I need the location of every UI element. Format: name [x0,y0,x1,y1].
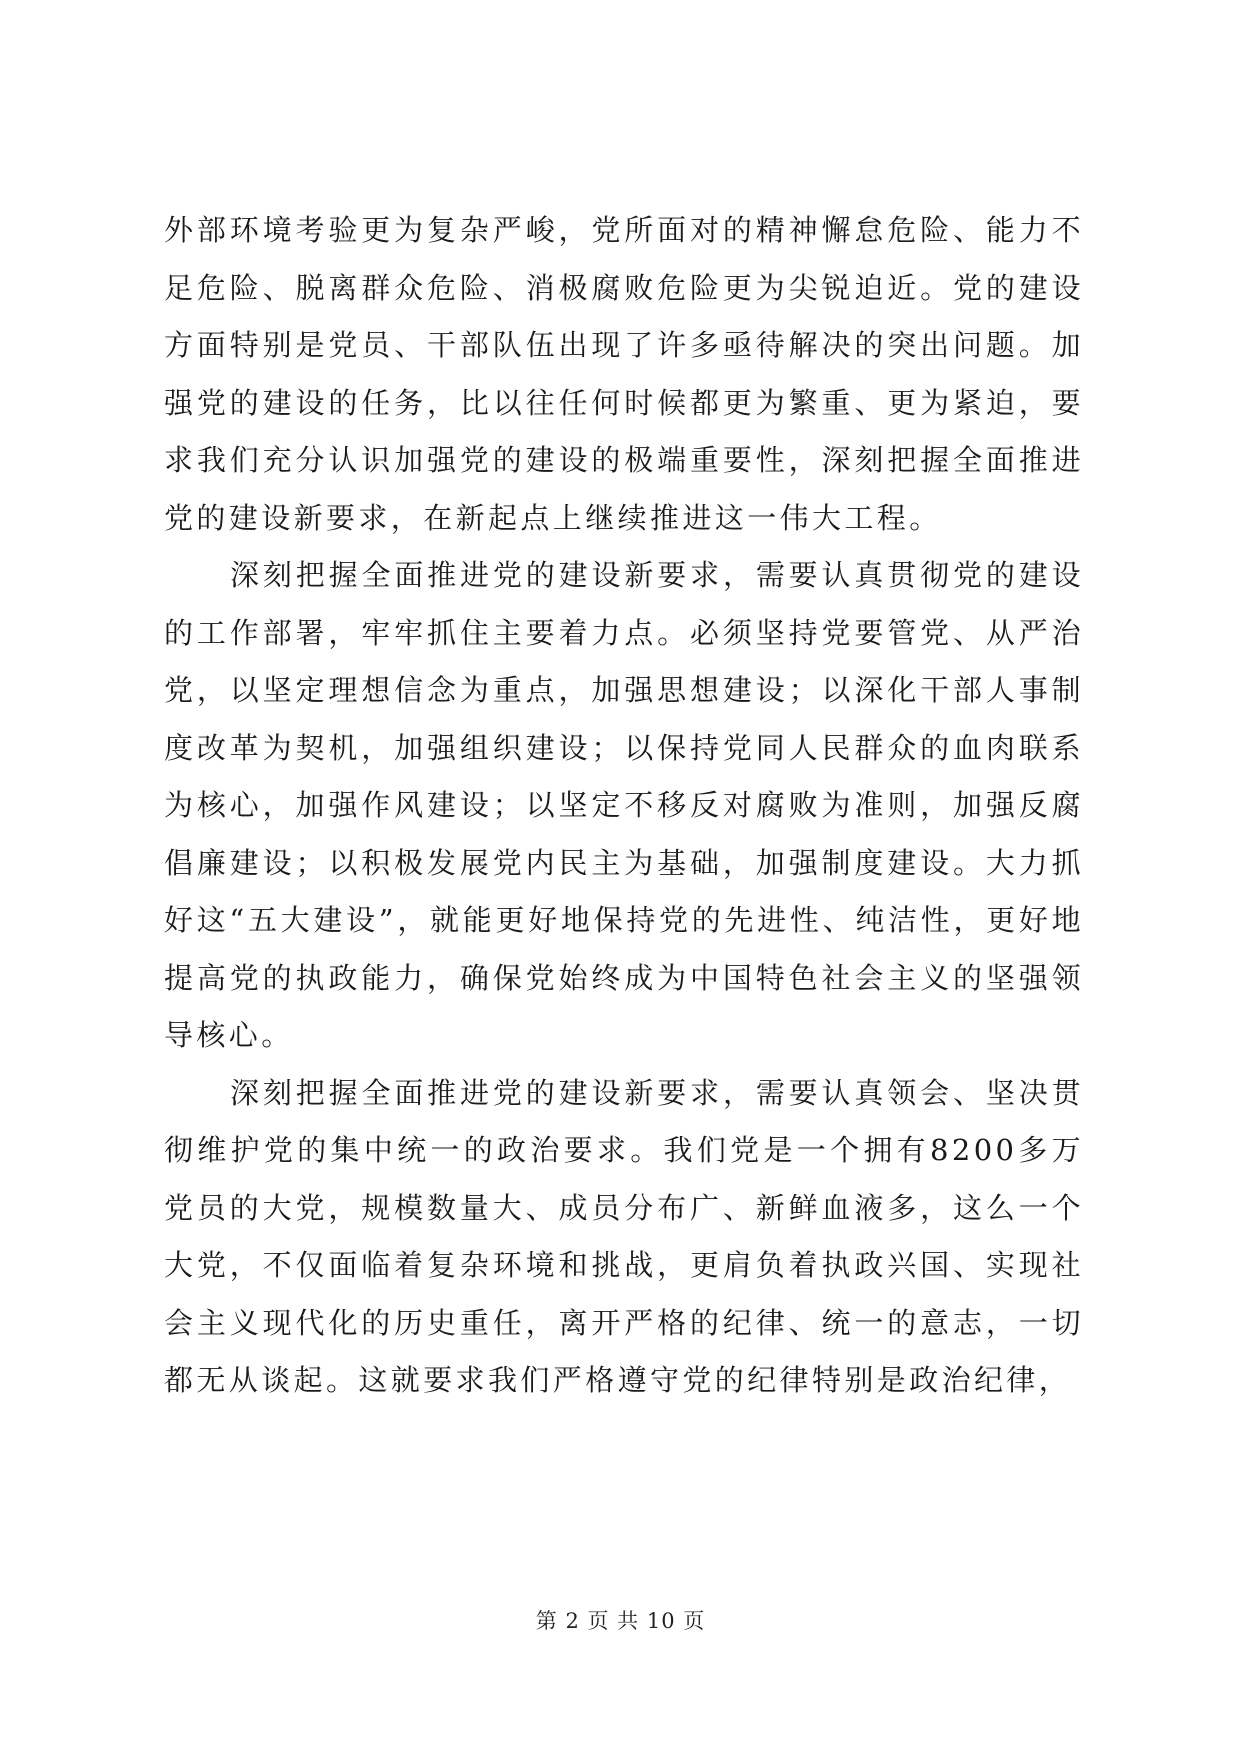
document-body [164,202,1084,1410]
paragraph-2: 深刻把握全面推进党的建设新要求，需要认真贯彻党的建设的工作部署，牢牢抓住主要着力点。必须坚持党要管党、从严治党，以坚定理想信念为重点，加强思想建设；以深化干部人事制度改革为契机，加强组织建设；以保持党同人民群众的血肉联系为核心，加强作风建设；以坚定不移反对腐败为准则，加强反腐倡廉建设；以积极发展党内民主为基础，加强制度建设。大力抓好这“五大建设”，就能更好地保持党的先进性、纯洁性，更好地提高党的执政能力，确保党始终成为中国特色社会主义的坚强领导核心。 [164,558,1084,1052]
paragraph-3: 深刻把握全面推进党的建设新要求，需要认真领会、坚决贯彻维护党的集中统一的政治要求。我们党是一个拥有8200多万党员的大党，规模数量大、成员分布广、新鲜血液多，这么一个大党，不仅面临着复杂环境和挑战，更肩负着执政兴国、实现社会主义现代化的历史重任，离开严格的纪律、统一的意志，一切都无从谈起。这就要求我们严格遵守党的纪律特别是政治纪律， [164,1075,1084,1397]
paragraph-1: 外部环境考验更为复杂严峻，党所面对的精神懈怠危险、能力不足危险、脱离群众危险、消极腐败危险更为尖锐迫近。党的建设方面特别是党员、干部队伍出现了许多亟待解决的突出问题。加强党的建设的任务，比以往任何时候都更为繁重、更为紧迫，要求我们充分认识加强党的建设的极端重要性，深刻把握全面推进党的建设新要求，在新起点上继续推进这一伟大工程。 [164,213,1084,535]
page-footer: 第 2 页 共 10 页 [535,1609,706,1633]
